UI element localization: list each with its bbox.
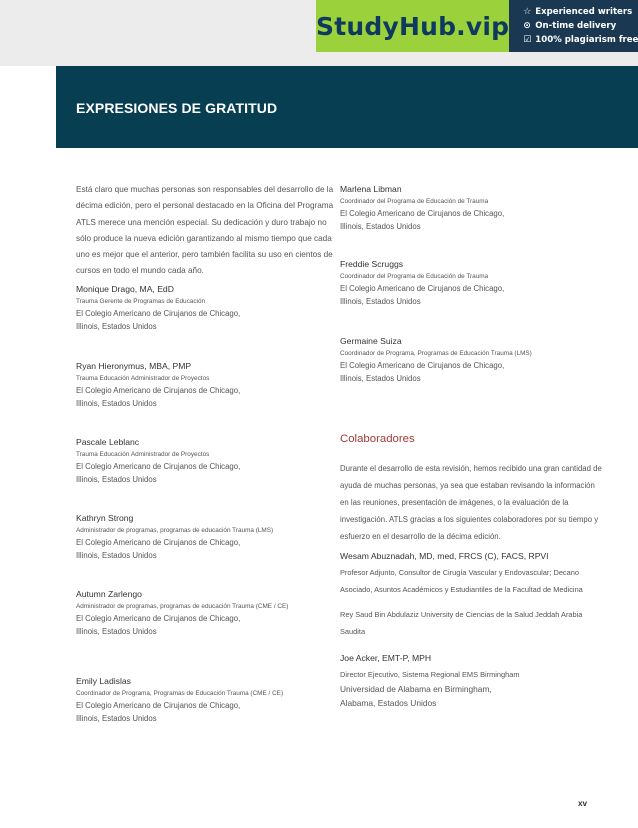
- collaborators-intro-block: [340, 460, 610, 545]
- page-number: xv: [578, 799, 588, 808]
- person-org: El Colegio Americano de Cirujanos de Chicago,: [76, 309, 241, 318]
- ad-feature-plagiarism: ☑ 100% plagiarism free: [523, 35, 638, 45]
- person-role: Coordinador de Programa, Programas de Educación Trauma (LMS): [340, 350, 532, 357]
- studyhub-logo[interactable]: StudyHub.vip: [316, 0, 509, 52]
- person-name: Monique Drago, MA, EdD: [76, 284, 174, 294]
- person-name: Germaine Suiza: [340, 336, 402, 346]
- person-role: Trauma Educación Administrador de Proyectos: [76, 451, 210, 458]
- person-name: Wesam Abuznadah, MD, med, FRCS (C), FACS, RPVI: [340, 551, 549, 561]
- person-name: Emily Ladislas: [76, 676, 131, 686]
- person-name: Freddie Scruggs: [340, 259, 404, 269]
- staff-entry: [76, 674, 346, 725]
- staff-entry: [76, 435, 346, 486]
- person-name: Pascale Leblanc: [76, 437, 140, 447]
- intro-paragraph: Está claro que muchas personas son responsables del desarrollo de la décima edición, pero el personal destacado en la Oficina del Programa ATLS merece una mención especial. Su dedicación y duro trabajo no sólo produce la nueva edición garantizando al mismo tiempo que cada uno es mejor que el anterior, pero también facilita su uso en cientos de cursos en todo el mundo cada año.: [76, 185, 334, 276]
- ad-feature-writers: ☆ Experienced writers: [523, 7, 633, 17]
- person-name: Ryan Hieronymus, MBA, PMP: [76, 361, 192, 371]
- person-role: Administrador de programas, programas de educación Trauma (CME / CE): [76, 603, 289, 610]
- person-role: Coordinador del Programa de Educación de Trauma: [340, 273, 489, 280]
- staff-entry: [76, 282, 346, 333]
- person-location: Illinois, Estados Unidos: [76, 626, 157, 636]
- person-org: El Colegio Americano de Cirujanos de Chicago,: [76, 386, 241, 395]
- collaborators-heading: Colaboradores: [340, 433, 415, 445]
- person-org: El Colegio Americano de Cirujanos de Chicago,: [76, 462, 241, 471]
- person-location: Illinois, Estados Unidos: [340, 221, 421, 231]
- person-location: Illinois, Estados Unidos: [76, 474, 157, 484]
- person-location: Illinois, Estados Unidos: [340, 296, 421, 306]
- person-location: Illinois, Estados Unidos: [76, 398, 157, 408]
- person-location: Alabama, Estados Unidos: [340, 697, 437, 708]
- staff-entry: [76, 587, 346, 638]
- person-location: Illinois, Estados Unidos: [76, 713, 157, 723]
- person-name: Marlena Libman: [340, 184, 402, 194]
- person-org: Rey Saud Bin Abdulaziz University de Ciencias de la Salud Jeddah Arabia Saudita: [340, 610, 583, 636]
- star-icon: ☆: [523, 7, 532, 17]
- staff-entry: [340, 257, 610, 308]
- page-title: EXPRESIONES DE GRATITUD: [76, 100, 278, 116]
- collaborator-entry: [340, 650, 610, 710]
- person-role: Administrador de programas, programas de educación Trauma (LMS): [76, 527, 274, 534]
- person-role: Trauma Educación Administrador de Proyectos: [76, 375, 210, 382]
- person-role: Director Ejecutivo, Sistema Regional EMS Birmingham: [340, 670, 520, 679]
- person-role: Coordinador del Programa de Educación de Trauma: [340, 198, 489, 205]
- person-name: Autumn Zarlengo: [76, 589, 142, 599]
- person-org: El Colegio Americano de Cirujanos de Chicago,: [76, 701, 241, 710]
- person-org: El Colegio Americano de Cirujanos de Chicago,: [340, 361, 505, 370]
- person-org: El Colegio Americano de Cirujanos de Chicago,: [76, 614, 241, 623]
- person-role: Profesor Adjunto, Consultor de Cirugía Vascular y Endovascular; Decano Asociado, Asuntos Académicos y Estudiantiles de la Facultad de Medicina: [340, 568, 583, 594]
- person-org: El Colegio Americano de Cirujanos de Chicago,: [340, 209, 505, 218]
- clock-icon: ⊙: [523, 21, 531, 31]
- ad-feature-list: [509, 0, 638, 52]
- person-name: Kathryn Strong: [76, 513, 134, 523]
- person-name: Joe Acker, EMT-P, MPH: [340, 653, 432, 663]
- document-check-icon: ☑: [523, 35, 532, 45]
- section-header-banner: [56, 66, 638, 148]
- person-role: Trauma Gerente de Programas de Educación: [76, 298, 206, 305]
- person-role: Coordinador de Programa, Programas de Educación Trauma (CME / CE): [76, 690, 284, 697]
- person-location: Illinois, Estados Unidos: [76, 550, 157, 560]
- staff-entry: [340, 334, 610, 385]
- staff-entry: [340, 182, 610, 233]
- staff-entry: [76, 359, 346, 410]
- left-column: [76, 182, 338, 723]
- person-org: El Colegio Americano de Cirujanos de Chicago,: [76, 538, 241, 547]
- advertisement-banner[interactable]: [316, 0, 638, 52]
- staff-entry: [76, 511, 346, 562]
- ad-feature-delivery: ⊙ On-time delivery: [523, 21, 617, 31]
- person-location: Illinois, Estados Unidos: [76, 321, 157, 331]
- person-location: Illinois, Estados Unidos: [340, 373, 421, 383]
- person-org: Universidad de Alabama en Birmingham,: [340, 684, 492, 694]
- collaborators-intro: Durante el desarrollo de esta revisión, hemos recibido una gran cantidad de ayuda de muchas personas, ya sea que estaban revisando la información en las reuniones, presentación de imágenes, o la evaluación de la investigación. ATLS gracias a los siguientes colaboradores por su tiempo y esfuerzo en el desarrollo de la décima edición.: [340, 464, 602, 541]
- collaborator-entry: [340, 548, 610, 640]
- person-org: El Colegio Americano de Cirujanos de Chicago,: [340, 284, 505, 293]
